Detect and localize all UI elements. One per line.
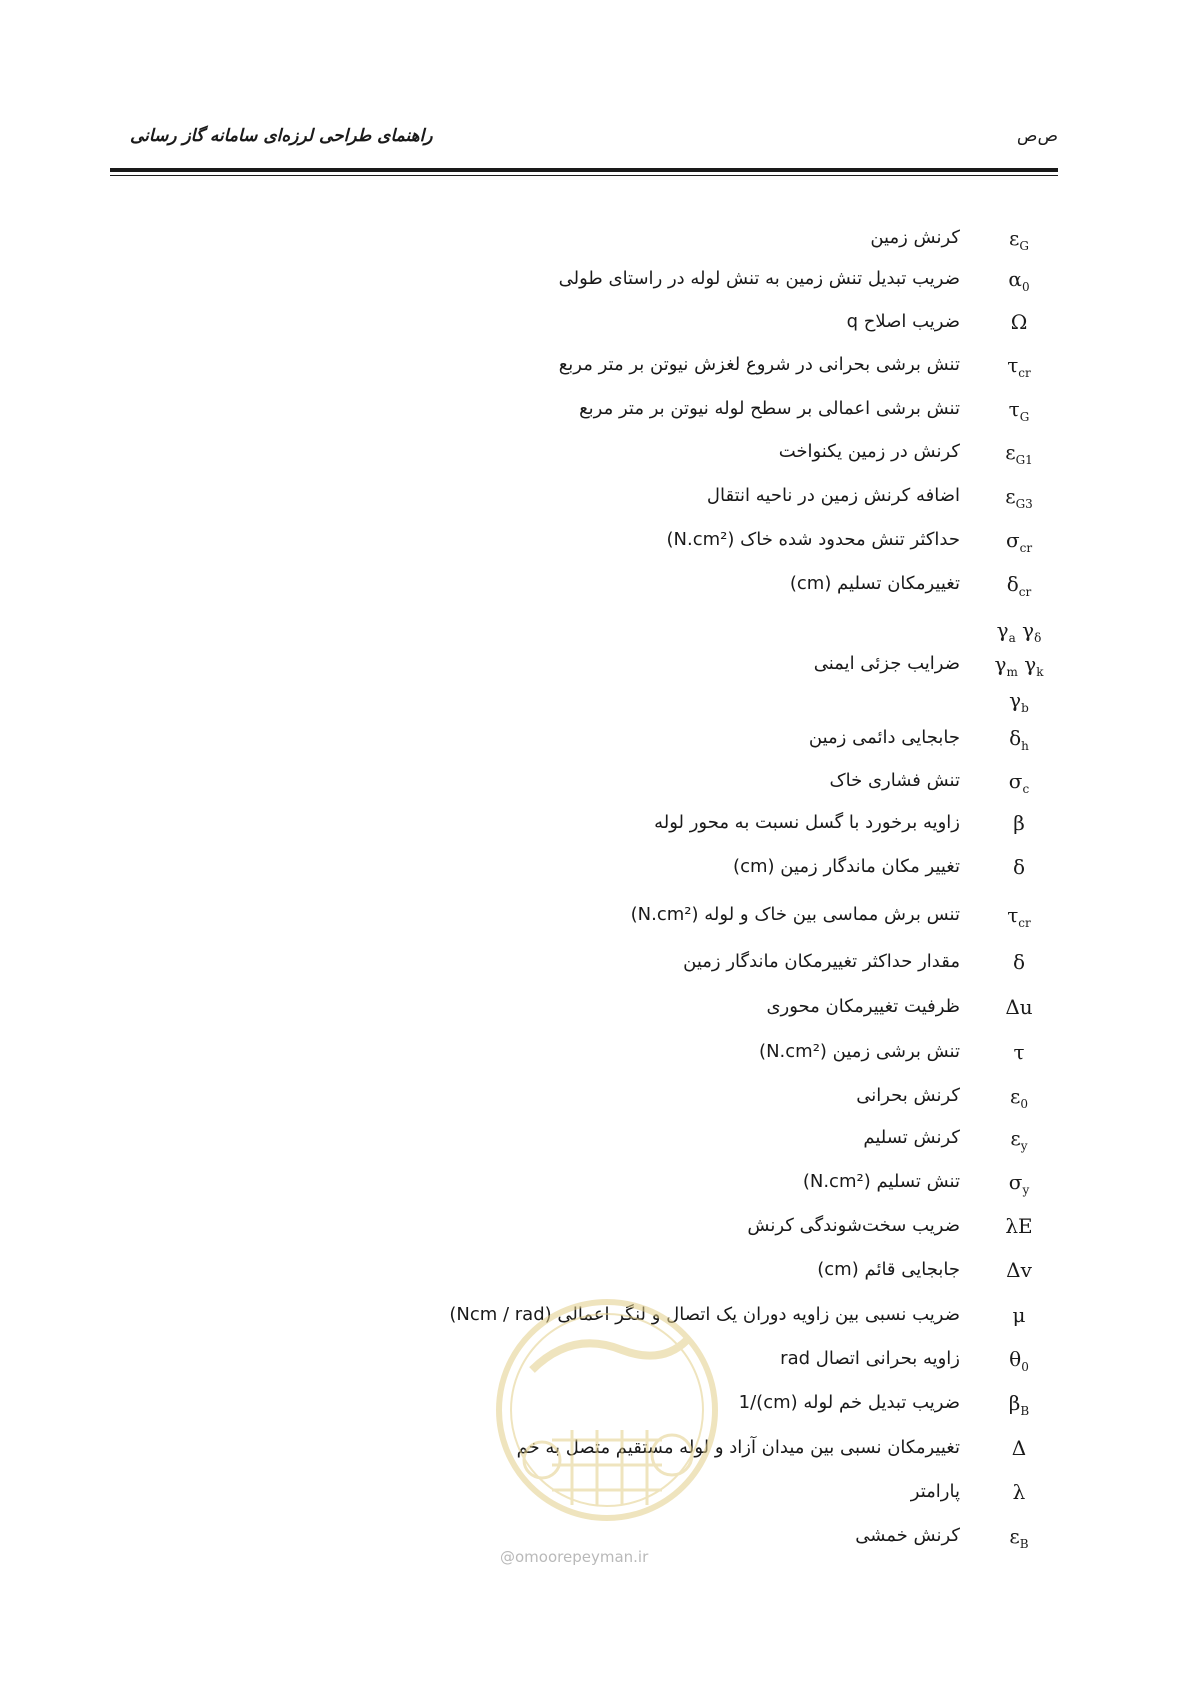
description: تغییر مکان ماندگار زمین (cm) bbox=[733, 856, 960, 877]
symbol: $\varepsilon_0$ bbox=[1009, 1084, 1028, 1111]
list-item bbox=[300, 304, 1090, 344]
list-item bbox=[300, 478, 1090, 518]
description: تنش تسلیم (N.cm²) bbox=[802, 1171, 960, 1192]
symbol: $\delta_{cr}$ bbox=[1006, 572, 1032, 599]
list-item bbox=[300, 897, 1090, 937]
symbol: μ bbox=[1012, 1303, 1026, 1327]
symbol: $\gamma_m$ $\gamma_k$ bbox=[994, 652, 1044, 679]
list-item bbox=[300, 763, 1090, 803]
description: ضریب تبدیل تنش زمین به تنش لوله در راستای طولی bbox=[558, 268, 960, 289]
description: ضریب اصلاح q bbox=[846, 311, 960, 332]
description: تنش فشاری خاک bbox=[829, 770, 960, 791]
description: ضریب تبدیل خم لوله (cm)/1 bbox=[738, 1392, 960, 1413]
symbol: Ω bbox=[1010, 310, 1028, 334]
symbol: δ bbox=[1012, 950, 1026, 974]
symbol: Δv bbox=[1006, 1258, 1032, 1282]
description: پارامتر bbox=[910, 1481, 960, 1502]
symbol: $\tau_{cr}$ bbox=[1007, 903, 1031, 930]
list-item bbox=[300, 805, 1090, 845]
list-item bbox=[300, 1252, 1090, 1292]
symbol: λ bbox=[1012, 1480, 1026, 1504]
list-item bbox=[300, 989, 1090, 1029]
description: تغییرمکان تسلیم (cm) bbox=[789, 573, 960, 594]
symbol: $\delta_h$ bbox=[1009, 726, 1029, 753]
description: تنش برشی زمین (N.cm²) bbox=[759, 1041, 960, 1062]
description: تغییرمکان نسبی بین میدان آزاد و لوله مستقیم متصل به خم bbox=[516, 1437, 960, 1458]
symbol: $\beta_B$ bbox=[1008, 1391, 1030, 1418]
list-item bbox=[300, 566, 1090, 606]
symbol: $\sigma_c$ bbox=[1008, 769, 1030, 796]
description: جابجایی قائم (cm) bbox=[817, 1259, 960, 1280]
description: کرنش در زمین یکنواخت bbox=[778, 441, 960, 462]
description: اضافه کرنش زمین در ناحیه انتقال bbox=[706, 485, 960, 506]
page-number: ص‌ص bbox=[1016, 126, 1058, 146]
symbol: τ bbox=[1013, 1040, 1025, 1064]
symbol: δ bbox=[1012, 855, 1026, 879]
symbol: $\varepsilon_{G1}$ bbox=[1005, 440, 1033, 467]
symbol: $\sigma_{cr}$ bbox=[1005, 528, 1033, 555]
symbol: Δ bbox=[1011, 1436, 1027, 1460]
description: تنش برشی اعمالی بر سطح لوله نیوتن بر متر مربع bbox=[579, 398, 960, 419]
description: جابجایی دائمی زمین bbox=[808, 727, 960, 748]
symbol: $\alpha_0$ bbox=[1008, 267, 1030, 294]
symbol: $\varepsilon_{G3}$ bbox=[1005, 484, 1033, 511]
watermark-logo bbox=[492, 1290, 722, 1560]
symbol: $\varepsilon_G$ bbox=[1009, 226, 1029, 253]
symbol: $\tau_G$ bbox=[1008, 397, 1030, 424]
description: زاویه برخورد با گسل نسبت به محور لوله bbox=[654, 812, 960, 833]
list-item bbox=[300, 1120, 1090, 1160]
description: مقدار حداکثر تغییرمکان ماندگار زمین bbox=[683, 951, 960, 972]
list-item bbox=[300, 347, 1090, 387]
list-item bbox=[300, 1208, 1090, 1248]
list-item bbox=[300, 646, 1090, 686]
list-item bbox=[300, 682, 1090, 722]
description: کرنش خمشی bbox=[855, 1525, 960, 1546]
list-item bbox=[300, 220, 1090, 260]
symbol: $\varepsilon_y$ bbox=[1010, 1126, 1028, 1153]
description: حداکثر تنش محدود شده خاک (N.cm²) bbox=[666, 529, 960, 550]
list-item bbox=[300, 1164, 1090, 1204]
description: تنس برش مماسی بین خاک و لوله (N.cm²) bbox=[630, 904, 960, 925]
symbol: $\gamma_a$ $\gamma_\delta$ bbox=[996, 618, 1042, 645]
description: تنش برشی بحرانی در شروع لغزش نیوتن بر متر مربع bbox=[558, 354, 960, 375]
list-item bbox=[300, 1034, 1090, 1074]
watermark-url: @omoorepeyman.ir bbox=[500, 1548, 649, 1566]
symbol: $\theta_0$ bbox=[1009, 1347, 1029, 1374]
list-item bbox=[300, 849, 1090, 889]
list-item bbox=[300, 944, 1090, 984]
list-item bbox=[300, 434, 1090, 474]
description: ضرایب جزئی ایمنی bbox=[813, 653, 960, 674]
symbol: $\sigma_y$ bbox=[1008, 1170, 1030, 1197]
symbol: β bbox=[1013, 811, 1025, 835]
running-title: راهنمای طراحی لرزه‌ای سامانه گاز رسانی bbox=[130, 126, 433, 146]
description: ضریب نسبی بین زاویه دوران یک اتصال و لنگر اعمالی (Ncm / rad) bbox=[449, 1304, 960, 1325]
list-item bbox=[300, 1078, 1090, 1118]
list-item bbox=[300, 522, 1090, 562]
description: زاویه بحرانی اتصال rad bbox=[780, 1348, 960, 1369]
description: کرنش بحرانی bbox=[856, 1085, 960, 1106]
symbol: $\varepsilon_B$ bbox=[1009, 1524, 1029, 1551]
description: کرنش تسلیم bbox=[863, 1127, 960, 1148]
description: ضریب سخت‌شوندگی کرنش bbox=[747, 1215, 960, 1236]
symbol: λE bbox=[1005, 1214, 1033, 1238]
list-item bbox=[300, 720, 1090, 760]
list-item bbox=[300, 391, 1090, 431]
symbol: $\tau_{cr}$ bbox=[1007, 353, 1031, 380]
symbol: Δu bbox=[1005, 995, 1033, 1019]
symbol: $\gamma_b$ bbox=[1009, 688, 1029, 715]
description: کرنش زمین bbox=[870, 227, 960, 248]
description: ظرفیت تغییرمکان محوری bbox=[766, 996, 960, 1017]
list-item bbox=[300, 261, 1090, 301]
